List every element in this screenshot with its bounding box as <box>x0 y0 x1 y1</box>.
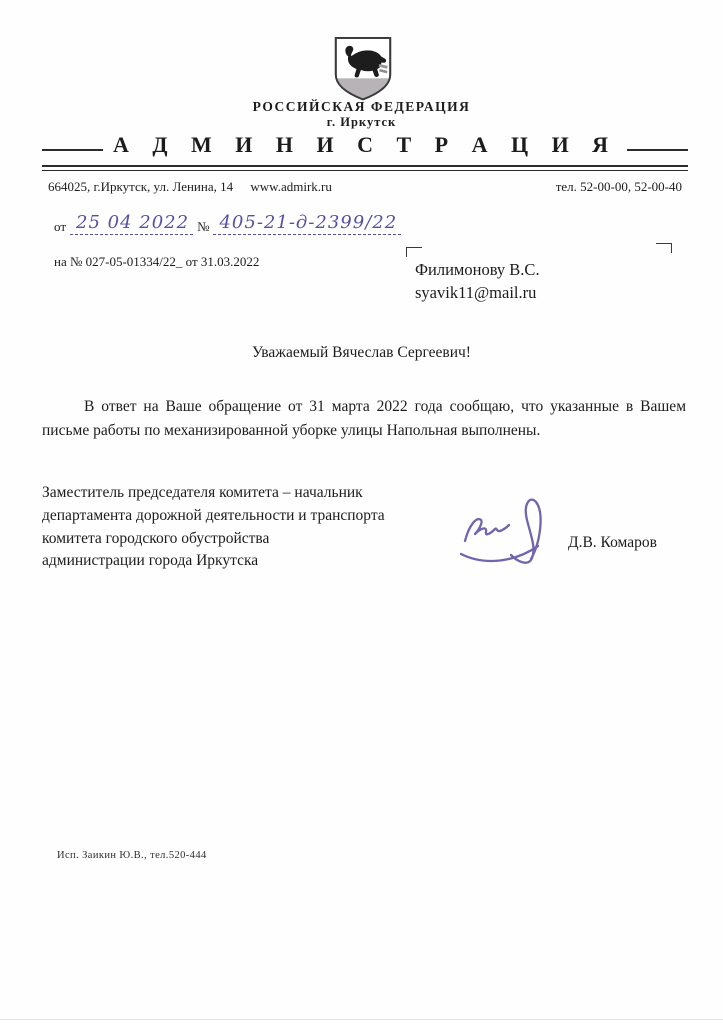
title-right-rule <box>627 149 688 151</box>
outgoing-number-slot <box>213 212 401 235</box>
recipient-corner-mark-left <box>406 247 422 257</box>
body-paragraph: В ответ на Ваше обращение от 31 марта 2022 года сообщаю, что указанные в Вашем письме работы по механизированной уборке улицы Напольная выполнены. <box>42 397 686 439</box>
recipient-email: syavik11@mail.ru <box>415 283 537 302</box>
letterhead-country: РОССИЙСКАЯ ФЕДЕРАЦИЯ <box>252 99 471 114</box>
reference-row <box>54 212 405 235</box>
signer-position-line: департамента дорожной деятельности и транспорта <box>42 506 385 524</box>
handwritten-signature <box>452 487 564 583</box>
letterhead-city: г. Иркутск <box>326 115 397 129</box>
signer-position-block <box>42 482 472 573</box>
from-label: от <box>54 219 67 234</box>
executor-line: Исп. Заикин Ю.В., тел.520-444 <box>57 850 207 861</box>
outgoing-date-slot <box>70 212 193 235</box>
outgoing-date-handwritten: 25 04 2022 <box>76 212 190 233</box>
number-label: № <box>197 219 210 234</box>
salutation: Уважаемый Вячеслав Сергеевич! <box>252 344 471 361</box>
letterhead-title-row <box>42 132 688 158</box>
signer-position-line: комитета городского обустройства <box>42 529 270 547</box>
recipient-corner-mark-right <box>656 243 672 253</box>
signer-position-line: администрации города Иркутска <box>42 552 259 570</box>
scan-edge-artifact <box>0 1019 723 1021</box>
letterhead-address: 664025, г.Иркутск, ул. Ленина, 14 <box>48 179 234 194</box>
letterhead-info-row <box>48 179 682 195</box>
letterhead-phone: тел. 52-00-00, 52-00-40 <box>555 179 682 194</box>
org-title: А Д М И Н И С Т Р А Ц И Я <box>112 132 618 157</box>
letterhead-address-block <box>48 179 332 195</box>
signer-position-line: Заместитель председателя комитета – начальник <box>42 484 363 501</box>
recipient-name: Филимонову В.С. <box>415 260 540 279</box>
outgoing-number-handwritten: 405-21-д-2399/22 <box>219 212 398 233</box>
letterhead-website: www.admirk.ru <box>250 179 332 194</box>
letterhead-double-rule <box>42 165 688 171</box>
irkutsk-coat-of-arms-icon <box>324 34 402 104</box>
reply-reference-line: на № 027-05-01334/22_ от 31.03.2022 <box>54 254 260 269</box>
recipient-block <box>406 247 672 317</box>
signer-name: Д.В. Комаров <box>568 534 657 551</box>
title-left-rule <box>42 149 103 151</box>
